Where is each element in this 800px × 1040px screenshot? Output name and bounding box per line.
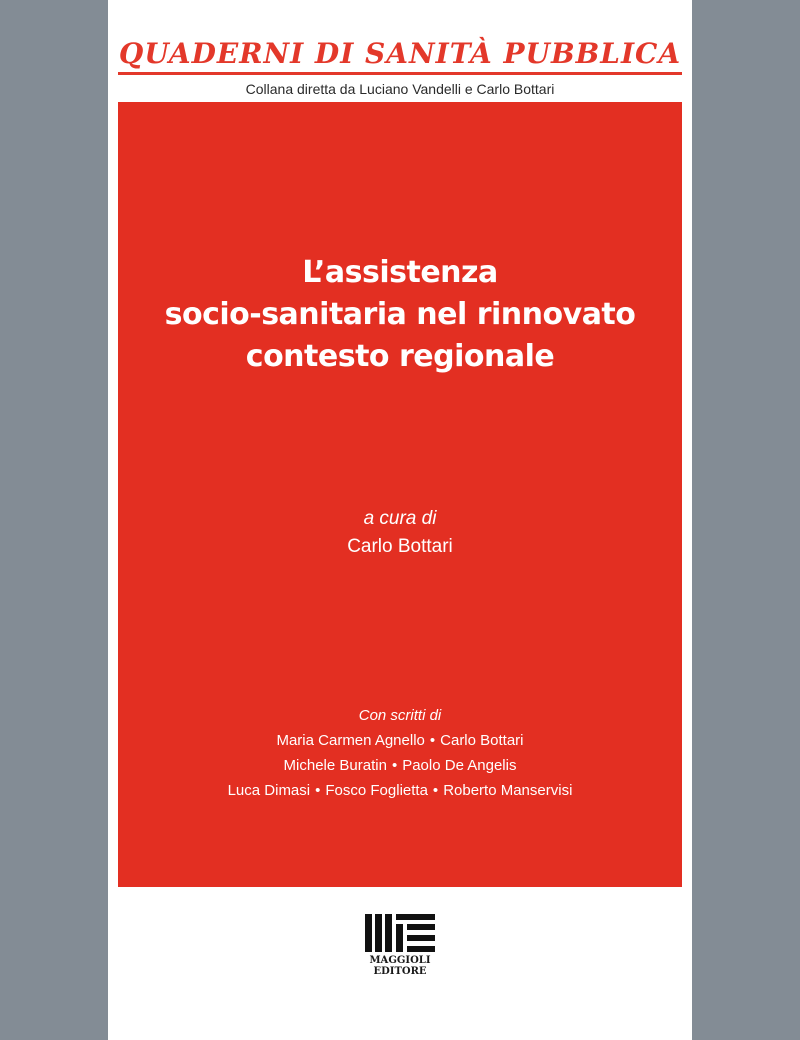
- contributors-line: [118, 780, 682, 802]
- editor-label: a cura di: [363, 508, 437, 529]
- publisher-name-line2: EDITORE: [373, 966, 427, 977]
- series-title: QUADERNI DI SANITÀ PUBBLICA: [118, 37, 682, 70]
- maggioli-logo-icon: [363, 912, 437, 954]
- contributor-name: Carlo Bottari: [440, 732, 524, 749]
- contributor-name: Luca Dimasi: [227, 782, 311, 799]
- series-divider: [118, 72, 682, 75]
- contributor-name: Maria Carmen Agnello: [276, 732, 425, 749]
- separator-dot: •: [432, 782, 439, 799]
- contributor-name: Michele Buratin: [283, 757, 387, 774]
- book-title-line: contesto regionale: [245, 339, 555, 374]
- contributors-label: Con scritti di: [358, 707, 442, 724]
- publisher-name: [343, 955, 457, 977]
- separator-dot: •: [429, 732, 436, 749]
- right-gray-band: [692, 0, 800, 1040]
- left-gray-band: [0, 0, 108, 1040]
- series-director-line: Collana diretta da Luciano Vandelli e Carlo Bottari: [245, 81, 555, 97]
- editor-name: Carlo Bottari: [347, 536, 453, 557]
- contributor-name: Paolo De Angelis: [402, 757, 517, 774]
- publisher-name-line1: MAGGIOLI: [369, 955, 431, 966]
- book-title-line: L’assistenza: [302, 255, 498, 290]
- separator-dot: •: [315, 782, 321, 799]
- contributors-line: [118, 730, 682, 752]
- book-title-line: socio-sanitaria nel rinnovato: [164, 297, 636, 332]
- contributor-name: Fosco Foglietta: [325, 782, 428, 799]
- separator-dot: •: [391, 757, 398, 774]
- contributors-line: [118, 755, 682, 777]
- book-title: [118, 252, 682, 378]
- contributor-name: Roberto Manservisi: [443, 782, 573, 799]
